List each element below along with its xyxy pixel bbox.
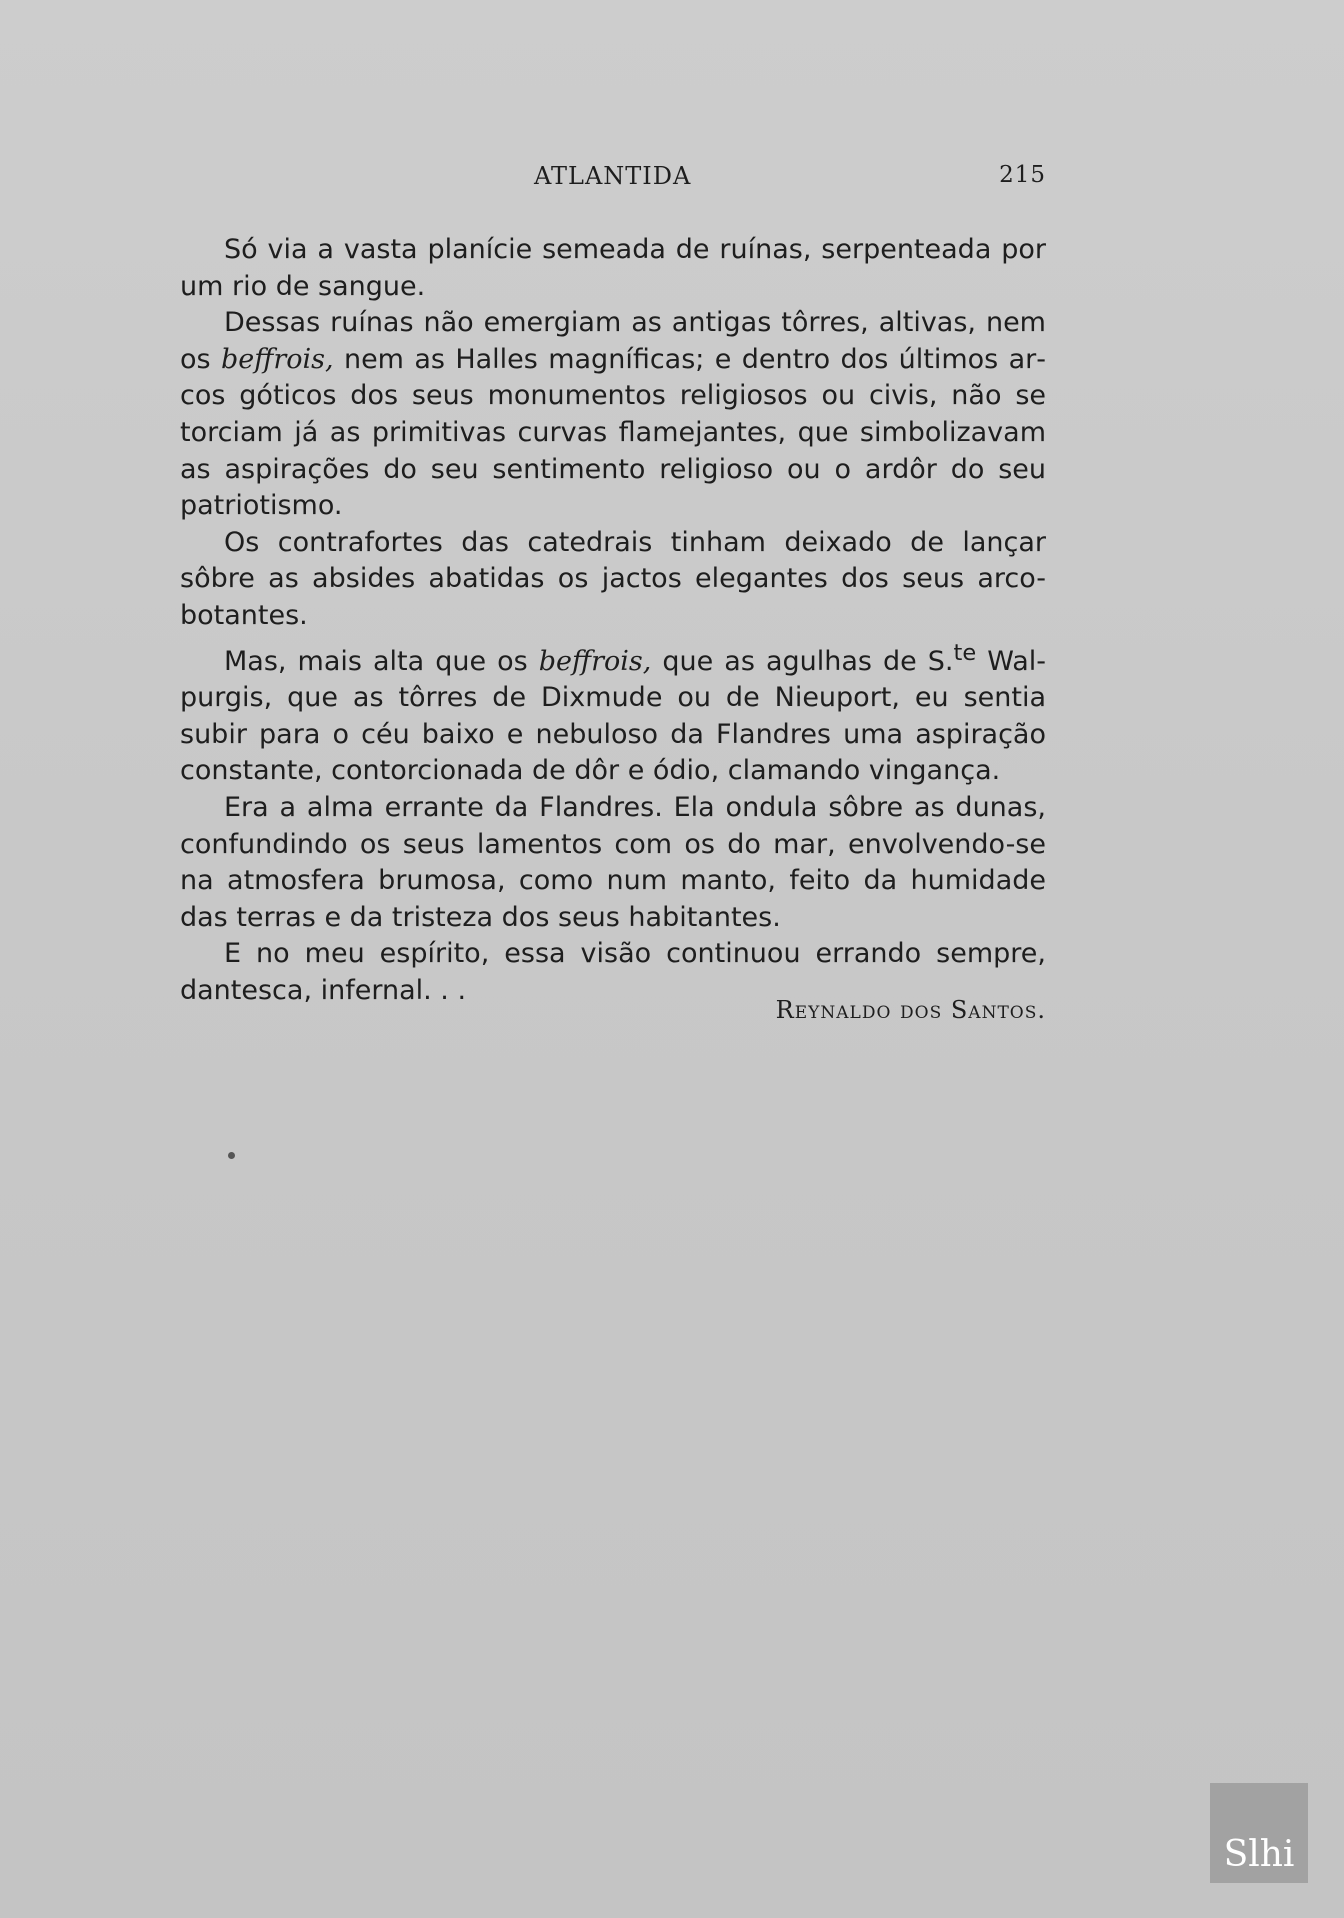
- paragraph: [180, 232, 1046, 305]
- paragraph: [180, 305, 1046, 525]
- library-logo: [1210, 1783, 1308, 1883]
- paragraph-text: Só via a vasta planície semeada de ruínas, serpenteada por um rio de sangue.: [180, 234, 1046, 302]
- paragraph: [180, 525, 1046, 635]
- running-title: ATLANTIDA: [534, 162, 692, 190]
- paragraph-text: Dessas ruínas não emergiam as antigas tôrres, altivas, nem os: [180, 307, 1046, 375]
- paragraph-text: nem as Halles magníficas; e dentro dos últimos arcos góticos dos seus monumentos religiosos ou civis, não se torciam já as primitivas curvas flamejantes, que simbolizavam as aspirações do seu sentimento religioso ou o ardôr do seu patriotismo.: [180, 343, 1046, 522]
- italic-text: beffrois,: [220, 343, 334, 375]
- library-logo-text: Slhi: [1223, 1834, 1295, 1875]
- paragraph: [180, 635, 1046, 790]
- paragraph-text: Os contrafortes das catedrais tinham deixado de lançar sôbre as absides abatidas os jactos elegantes dos seus arco-botantes.: [180, 526, 1046, 631]
- author-signature: Reynaldo dos Santos.: [775, 996, 1046, 1024]
- page-header: [180, 162, 1046, 202]
- paragraph-text: Walpurgis, que as tôrres de Dixmude ou de Nieuport, eu sentia subir para o céu baixo e nebuloso da Flandres uma aspiração constante, contorcionada de dôr e ódio, clamando vingança.: [180, 645, 1046, 787]
- paragraph-text: Era a alma errante da Flandres. Ela ondula sôbre as dunas, confundindo os seus lamentos com os do mar, envolvendo-se na atmosfera brumosa, como num manto, feito da humidade das terras e da tristeza dos seus habitantes.: [180, 791, 1046, 933]
- paragraph-text: que as agulhas de S.: [651, 645, 954, 677]
- ink-speck: [228, 1152, 235, 1159]
- superscript-text: te: [953, 639, 977, 666]
- body-text: [180, 232, 1046, 1009]
- paragraph: [180, 790, 1046, 936]
- paragraph-text: E no meu espírito, essa visão continuou errando sempre, dantesca, infernal. . .: [180, 938, 1046, 1006]
- italic-text: beffrois,: [538, 645, 652, 677]
- page-number: 215: [999, 162, 1046, 188]
- paragraph-text: Mas, mais alta que os: [224, 645, 539, 677]
